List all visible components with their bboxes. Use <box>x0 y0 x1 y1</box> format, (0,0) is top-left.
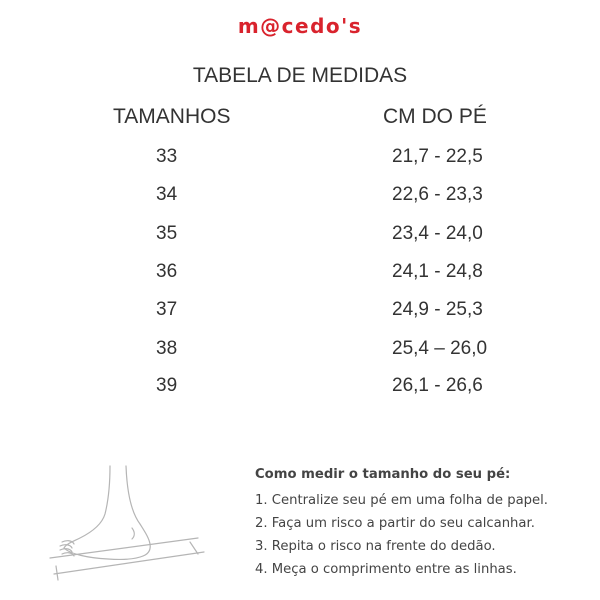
cm-cell: 21,7 - 22,5 <box>392 146 483 167</box>
size-column-header: TAMANHOS <box>113 105 231 128</box>
cm-column-header: CM DO PÉ <box>383 105 487 128</box>
table-row <box>0 261 600 287</box>
instruction-step: 3. Repita o risco na frente do dedão. <box>255 539 496 554</box>
measurement-instructions <box>255 465 595 581</box>
foot-measurement-icon <box>48 462 208 582</box>
instruction-step: 2. Faça um risco a partir do seu calcanhar. <box>255 516 535 531</box>
size-cell: 38 <box>156 338 178 359</box>
cm-cell: 22,6 - 23,3 <box>392 184 483 205</box>
cm-cell: 26,1 - 26,6 <box>392 375 483 396</box>
cm-cell: 24,9 - 25,3 <box>392 299 483 320</box>
size-cell: 34 <box>156 184 178 205</box>
cm-cell: 23,4 - 24,0 <box>392 223 483 244</box>
table-row <box>0 338 600 364</box>
instructions-title: Como medir o tamanho do seu pé: <box>255 467 511 482</box>
page-title: TABELA DE MEDIDAS <box>192 64 408 87</box>
table-row <box>0 375 600 401</box>
table-row <box>0 223 600 249</box>
cm-cell: 24,1 - 24,8 <box>392 261 483 282</box>
table-row <box>0 184 600 210</box>
size-cell: 36 <box>156 261 178 282</box>
size-cell: 37 <box>156 299 178 320</box>
table-row <box>0 299 600 325</box>
size-cell: 33 <box>156 146 178 167</box>
instruction-step: 4. Meça o comprimento entre as linhas. <box>255 562 517 577</box>
instruction-step: 1. Centralize seu pé em uma folha de papel. <box>255 493 548 508</box>
table-row <box>0 146 600 172</box>
size-cell: 39 <box>156 375 178 396</box>
cm-cell: 25,4 – 26,0 <box>392 338 488 359</box>
brand-logo: m@cedo's <box>237 14 363 38</box>
size-cell: 35 <box>156 223 178 244</box>
